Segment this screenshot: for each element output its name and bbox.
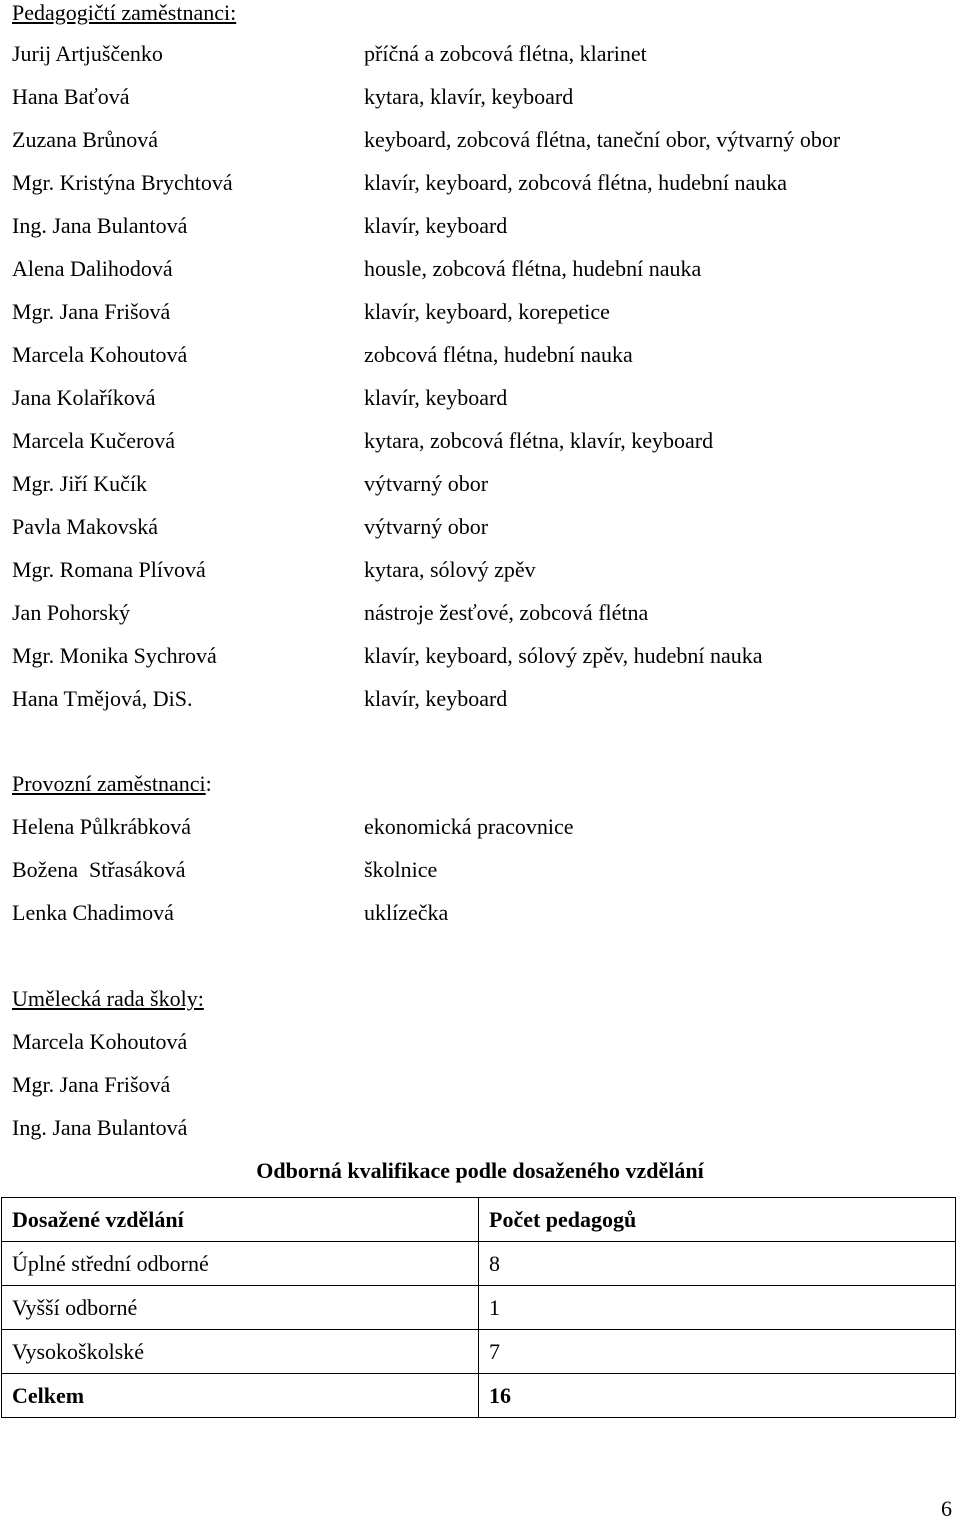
council-member: Ing. Jana Bulantová [12,1115,188,1140]
teaching-staff-heading: Pedagogičtí zaměstnanci: [12,0,237,25]
operational-name: Helena Půlkrábková [12,814,191,839]
table-row [2,1242,956,1286]
education-level: Vysokoškolské [2,1330,479,1374]
staff-subjects: klavír, keyboard [364,213,508,238]
page-number: 6 [941,1496,952,1521]
staff-name: Hana Tmějová, DiS. [12,686,193,711]
staff-subjects: klavír, keyboard [364,686,508,711]
staff-subjects: housle, zobcová flétna, hudební nauka [364,256,702,281]
staff-subjects: příčná a zobcová flétna, klarinet [364,41,647,66]
operational-role: školnice [364,857,438,882]
education-level: Vyšší odborné [2,1286,479,1330]
staff-name: Jana Kolaříková [12,385,156,410]
staff-name: Zuzana Brůnová [12,127,158,152]
staff-name: Pavla Makovská [12,514,159,539]
staff-name: Hana Baťová [12,84,130,109]
table-row [2,1330,956,1374]
header-education: Dosažené vzdělání [2,1198,479,1242]
qualification-table [1,1197,956,1418]
operational-name: Božena Střasáková [12,857,186,882]
staff-name: Mgr. Romana Plívová [12,557,206,582]
operational-role: ekonomická pracovnice [364,814,574,839]
staff-name: Mgr. Jiří Kučík [12,471,148,496]
table-row [2,1286,956,1330]
staff-name: Ing. Jana Bulantová [12,213,188,238]
staff-name: Jan Pohorský [12,600,130,625]
staff-subjects: klavír, keyboard, korepetice [364,299,610,324]
staff-subjects: kytara, sólový zpěv [364,557,536,582]
operational-staff-heading [12,773,212,795]
staff-subjects: kytara, zobcová flétna, klavír, keyboard [364,428,714,453]
staff-name: Alena Dalihodová [12,256,173,281]
operational-staff-heading-text: Provozní zaměstnanci [12,771,206,796]
qualification-title: Odborná kvalifikace podle dosaženého vzdělání [256,1158,704,1183]
staff-name: Mgr. Monika Sychrová [12,643,217,668]
table-total-row [2,1374,956,1418]
staff-subjects: klavír, keyboard, zobcová flétna, hudební nauka [364,170,788,195]
education-level: Úplné střední odborné [2,1242,479,1286]
staff-subjects: nástroje žesťové, zobcová flétna [364,600,649,625]
operational-role: uklízečka [364,900,449,925]
staff-subjects: klavír, keyboard [364,385,508,410]
teacher-count: 1 [479,1286,956,1330]
staff-subjects: klavír, keyboard, sólový zpěv, hudební nauka [364,643,763,668]
staff-name: Jurij Artjuščenko [12,41,163,66]
header-count: Počet pedagogů [479,1198,956,1242]
staff-subjects: kytara, klavír, keyboard [364,84,574,109]
operational-staff-heading-colon: : [205,771,212,796]
staff-name: Mgr. Jana Frišová [12,299,171,324]
staff-subjects: výtvarný obor [364,471,489,496]
staff-name: Marcela Kučerová [12,428,176,453]
art-council-heading: Umělecká rada školy: [12,986,204,1011]
teacher-count: 8 [479,1242,956,1286]
staff-name: Mgr. Kristýna Brychtová [12,170,233,195]
operational-name: Lenka Chadimová [12,900,174,925]
teacher-count: 7 [479,1330,956,1374]
total-count: 16 [479,1374,956,1418]
council-member: Marcela Kohoutová [12,1029,188,1054]
council-member: Mgr. Jana Frišová [12,1072,171,1097]
staff-subjects: výtvarný obor [364,514,489,539]
table-header-row [2,1198,956,1242]
total-label: Celkem [2,1374,479,1418]
staff-name: Marcela Kohoutová [12,342,188,367]
staff-subjects: keyboard, zobcová flétna, taneční obor, výtvarný obor [364,127,841,152]
staff-subjects: zobcová flétna, hudební nauka [364,342,633,367]
